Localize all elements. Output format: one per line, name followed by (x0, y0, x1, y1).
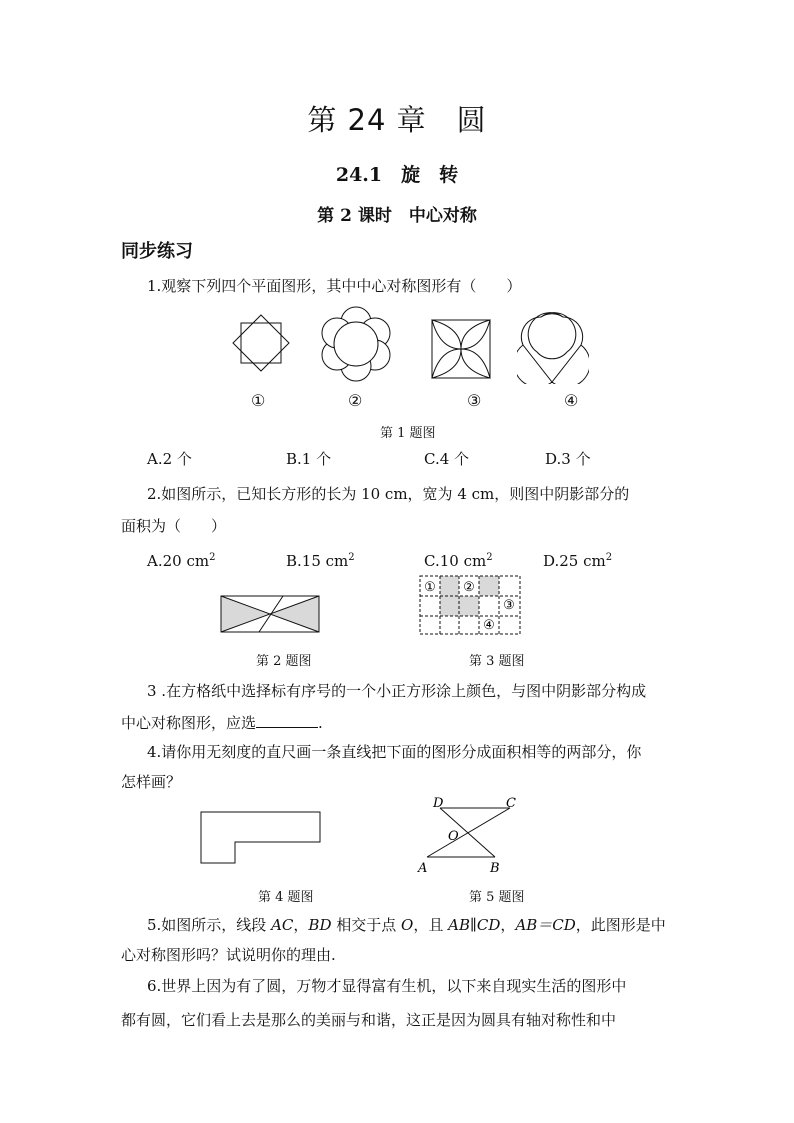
q3-caption: 第 3 题图 (469, 654, 525, 669)
q4-caption: 第 4 题图 (258, 890, 314, 905)
q3-grid-label-3: ③ (503, 598, 515, 613)
q2-rectangle-figure (219, 594, 321, 636)
q5-caption: 第 5 题图 (469, 890, 525, 905)
q1-option-d: D.3 个 (545, 450, 591, 468)
q2-option-b: B.15 $cm^2$ (286, 552, 355, 570)
q4-l-shape-figure (199, 810, 323, 866)
chapter-title: 第 24 章 圆 (307, 103, 487, 137)
q3-answer-blank[interactable] (256, 713, 318, 728)
section-title: 24.1 旋 转 (335, 164, 459, 186)
lesson-title: 第 2 课时 中心对称 (317, 206, 477, 226)
q2-option-c: C.10 $cm^2$ (424, 552, 493, 570)
q6-line-1: 6.世界上因为有了圆，万物才显得富有生机，以下来自现实生活的图形中 (147, 977, 627, 995)
q5-point-c: C (506, 796, 516, 811)
q3-grid-label-1: ① (424, 580, 436, 595)
q5-point-a: A (418, 861, 428, 876)
q1-label-2: ② (348, 391, 363, 410)
q3-grid-figure (419, 575, 521, 635)
q5-point-b: B (490, 861, 500, 876)
q2-option-a: A.20 $cm^2$ (147, 552, 216, 570)
q2-line-2: 面积为（ ） (121, 517, 227, 535)
practice-heading: 同步练习 (121, 241, 193, 262)
q5-figure (415, 795, 525, 877)
q5-point-o: O (448, 829, 459, 844)
q2-option-d: D.25 $cm^2$ (543, 552, 613, 570)
q5-line-1: 5.如图所示，线段 AC，BD 相交于点 O，且 AB∥CD，AB＝CD，此图形是中 (147, 916, 666, 934)
q1-option-b: B.1 个 (286, 450, 332, 468)
q1-option-c: C.4 个 (424, 450, 470, 468)
q1-text: 1.观察下列四个平面图形，其中中心对称图形有（ ） (147, 277, 522, 295)
q3-line-2: 中心对称图形，应选 . (121, 714, 323, 732)
q1-caption: 第 1 题图 (380, 426, 436, 441)
q1-option-a: A.2 个 (147, 450, 192, 468)
q3-line-1: 3 .在方格纸中选择标有序号的一个小正方形涂上颜色，与图中阴影部分构成 (147, 682, 647, 700)
q1-figure-3 (430, 318, 494, 382)
q1-label-1: ① (251, 391, 266, 410)
q2-line-1: 2.如图所示，已知长方形的长为 10 cm，宽为 4 cm，则图中阴影部分的 (147, 485, 630, 503)
q5-point-d: D (433, 796, 444, 811)
q1-label-4: ④ (564, 391, 579, 410)
q1-label-3: ③ (467, 391, 482, 410)
q4-line-1: 4.请你用无刻度的直尺画一条直线把下面的图形分成面积相等的两部分，你 (147, 743, 642, 761)
q6-line-2: 都有圆，它们看上去是那么的美丽与和谐，这正是因为圆具有轴对称性和中 (121, 1011, 617, 1029)
q3-grid-label-2: ② (463, 580, 475, 595)
q3-grid-label-4: ④ (483, 618, 495, 633)
q2-caption: 第 2 题图 (256, 654, 312, 669)
q1-figure-2 (318, 306, 394, 382)
q1-figure-1 (230, 312, 300, 382)
q1-figure-4 (517, 312, 589, 384)
q4-line-2: 怎样画？ (121, 773, 182, 791)
q5-line-2: 心对称图形吗？试说明你的理由. (121, 946, 336, 964)
